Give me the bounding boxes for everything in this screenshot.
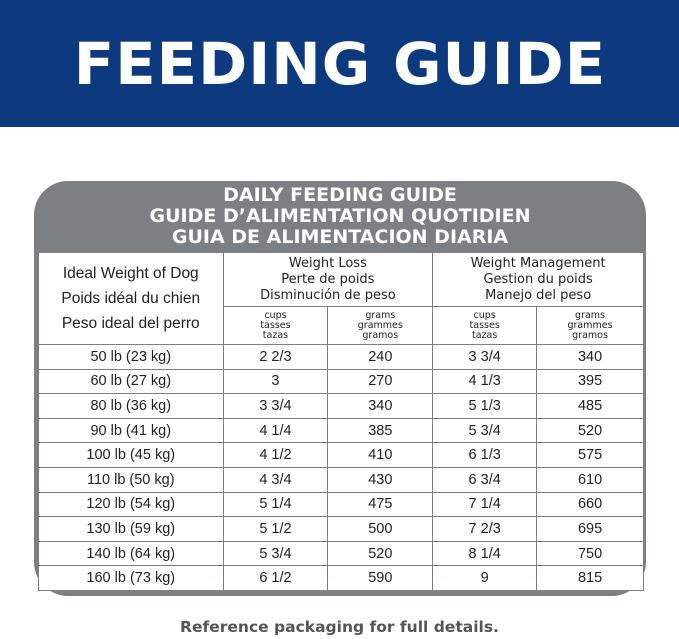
weight-management-fr: Gestion du poids [483, 271, 593, 287]
dog-weight-cell: 100 lb (45 kg) [39, 443, 224, 468]
weight-management-grams-cell: 520 [537, 418, 644, 443]
weight-loss-cups-cell: 6 1/2 [223, 566, 328, 591]
weight-management-header [433, 253, 644, 307]
card-title-es: GUIA DE ALIMENTACION DIARIA [171, 226, 509, 248]
header-banner [0, 0, 679, 127]
weight-management-grams-cell: 750 [537, 541, 644, 566]
table-row [39, 541, 644, 566]
table-row [39, 467, 644, 492]
dog-weight-cell: 140 lb (64 kg) [39, 541, 224, 566]
unit-cups-en: cups [264, 309, 287, 321]
weight-management-cups-cell: 5 1/3 [433, 394, 537, 419]
weight-management-cups-cell: 3 3/4 [433, 345, 537, 370]
group-header-row [39, 253, 644, 307]
table-row [39, 394, 644, 419]
dog-weight-cell: 130 lb (59 kg) [39, 517, 224, 542]
unit-grams-es: gramos [572, 329, 608, 341]
unit-grams-en: grams [365, 309, 396, 321]
weight-loss-cups-cell: 5 3/4 [223, 541, 328, 566]
weight-management-grams-cell: 395 [537, 369, 644, 394]
weight-loss-en: Weight Loss [288, 255, 367, 271]
weight-loss-fr: Perte de poids [281, 271, 375, 287]
weight-header [39, 253, 224, 345]
page-title: FEEDING GUIDE [73, 29, 606, 98]
card-title-en: DAILY FEEDING GUIDE [223, 184, 457, 206]
dog-weight-cell: 60 lb (27 kg) [39, 369, 224, 394]
dog-weight-cell: 50 lb (23 kg) [39, 345, 224, 370]
weight-loss-grams-cell: 410 [328, 443, 433, 468]
dog-weight-cell: 90 lb (41 kg) [39, 418, 224, 443]
table-row [39, 566, 644, 591]
unit-grams-fr: grammes [357, 319, 403, 331]
unit-grams-es: gramos [362, 329, 399, 341]
weight-loss-cups-cell: 5 1/2 [223, 517, 328, 542]
unit-cups-fr: tasses [260, 319, 291, 331]
weight-loss-grams-cell: 475 [328, 492, 433, 517]
weight-loss-grams-cell: 590 [328, 566, 433, 591]
unit-cups-en: cups [473, 309, 496, 321]
cups-unit-header [223, 307, 328, 345]
weight-loss-grams-cell: 270 [328, 369, 433, 394]
weight-management-cups-cell: 6 3/4 [433, 467, 537, 492]
weight-management-cups-cell: 9 [433, 566, 537, 591]
weight-loss-cups-cell: 2 2/3 [223, 345, 328, 370]
weight-loss-cups-cell: 3 [223, 369, 328, 394]
weight-management-cups-cell: 4 1/3 [433, 369, 537, 394]
weight-management-grams-cell: 815 [537, 566, 644, 591]
card-title [34, 185, 646, 248]
unit-cups-es: tazas [472, 329, 498, 341]
dog-weight-cell: 110 lb (50 kg) [39, 467, 224, 492]
weight-loss-cups-cell: 4 1/2 [223, 443, 328, 468]
table-row [39, 369, 644, 394]
grams-unit-header [537, 307, 644, 345]
dog-weight-cell: 80 lb (36 kg) [39, 394, 224, 419]
weight-management-grams-cell: 695 [537, 517, 644, 542]
weight-management-cups-cell: 6 1/3 [433, 443, 537, 468]
table-row [39, 443, 644, 468]
weight-management-grams-cell: 340 [537, 345, 644, 370]
table-row [39, 418, 644, 443]
footer-note: Reference packaging for full details. [180, 618, 499, 636]
weight-header-es: Peso ideal del perro [61, 315, 200, 332]
weight-management-cups-cell: 7 1/4 [433, 492, 537, 517]
weight-loss-cups-cell: 3 3/4 [223, 394, 328, 419]
weight-loss-header [223, 253, 433, 307]
weight-loss-cups-cell: 4 3/4 [223, 467, 328, 492]
weight-management-en: Weight Management [470, 255, 606, 271]
weight-management-cups-cell: 5 3/4 [433, 418, 537, 443]
weight-management-grams-cell: 575 [537, 443, 644, 468]
weight-loss-grams-cell: 500 [328, 517, 433, 542]
card-title-fr: GUIDE D’ALIMENTATION QUOTIDIEN [149, 205, 531, 227]
weight-management-cups-cell: 7 2/3 [433, 517, 537, 542]
cups-unit-header [433, 307, 537, 345]
unit-grams-en: grams [575, 309, 606, 321]
unit-grams-fr: grammes [567, 319, 613, 331]
weight-header-en: Ideal Weight of Dog [62, 265, 199, 282]
weight-management-es: Manejo del peso [485, 287, 592, 303]
feeding-table [38, 252, 644, 591]
weight-loss-cups-cell: 4 1/4 [223, 418, 328, 443]
weight-loss-grams-cell: 340 [328, 394, 433, 419]
weight-management-grams-cell: 660 [537, 492, 644, 517]
weight-loss-grams-cell: 430 [328, 467, 433, 492]
table-row [39, 492, 644, 517]
table-row [39, 517, 644, 542]
weight-loss-grams-cell: 240 [328, 345, 433, 370]
weight-loss-grams-cell: 385 [328, 418, 433, 443]
dog-weight-cell: 120 lb (54 kg) [39, 492, 224, 517]
weight-management-cups-cell: 8 1/4 [433, 541, 537, 566]
weight-loss-cups-cell: 5 1/4 [223, 492, 328, 517]
unit-cups-fr: tasses [469, 319, 500, 331]
table-body [39, 345, 644, 591]
weight-loss-grams-cell: 520 [328, 541, 433, 566]
weight-management-grams-cell: 610 [537, 467, 644, 492]
weight-header-fr: Poids idéal du chien [61, 290, 201, 307]
weight-management-grams-cell: 485 [537, 394, 644, 419]
unit-cups-es: tazas [262, 329, 289, 341]
table-row [39, 345, 644, 370]
weight-loss-es: Disminución de peso [260, 287, 396, 303]
grams-unit-header [328, 307, 433, 345]
dog-weight-cell: 160 lb (73 kg) [39, 566, 224, 591]
